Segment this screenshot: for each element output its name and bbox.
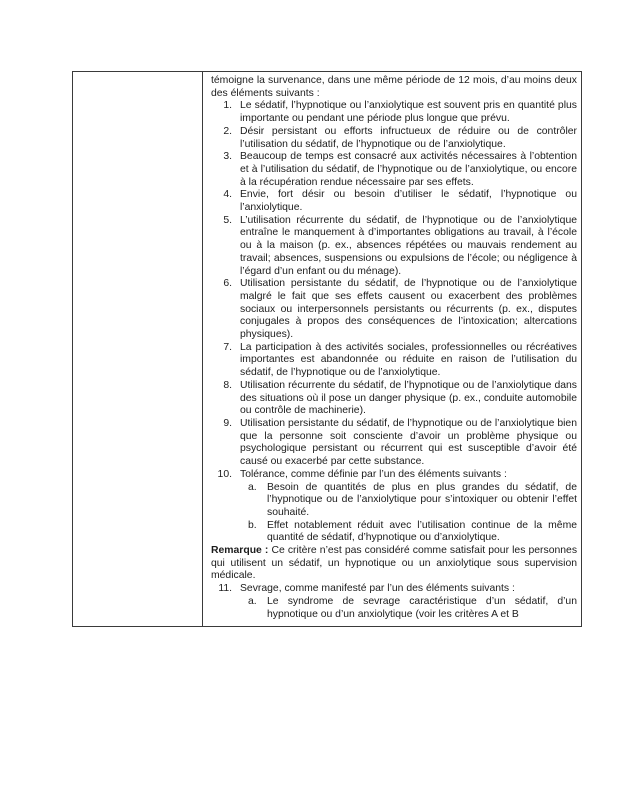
item-number: 3. xyxy=(223,151,232,163)
item-text: L’utilisation récurrente du sédatif, de l’hypnotique ou de l’anxiolytique entraîne le manquement à d’importantes obligations au travail, à l’école ou à la maison (p. ex., absences répétées ou mauvais rendement au travail; absences, suspensions ou expulsions de l’école; ou négligence à l’égard d’un enfant ou du ménage). xyxy=(240,214,577,277)
remark-label: Remarque : xyxy=(211,545,269,557)
intro-text: témoigne la survenance, dans une même période de 12 mois, d’au moins deux des éléments suivants : xyxy=(211,75,577,99)
item-number: 7. xyxy=(223,341,232,353)
item-text: Utilisation persistante du sédatif, de l’hypnotique ou de l’anxiolytique malgré le fait que ses effets causent ou exacerbent des problèmes sociaux ou interpersonnels persistants ou récurrents (p. ex., disputes conjugales à propos des conséquences de l’intoxication; altercations physiques). xyxy=(240,278,577,341)
sub-item-text: Effet notablement réduit avec l’utilisation continue de la même quantité de sédatif, d’hypnotique ou d’anxiolytique. xyxy=(267,519,577,544)
item-text: Tolérance, comme définie par l’un des éléments suivants : xyxy=(240,468,507,480)
list-item-11 xyxy=(211,583,577,596)
item-text: Utilisation persistante du sédatif, de l’hypnotique ou de l’anxiolytique bien que la personne soit consciente d’avoir un problème physique ou psychologique persistant ou récurrent qui est susceptible d’avoir été causé ou exacerbé par cette substance. xyxy=(240,417,577,468)
item-text: Beaucoup de temps est consacré aux activités nécessaires à l’obtention et à l’utilisation du sédatif, de l’hypnotique ou de l’anxiolytique, ou encore à la récupération rendue nécessaire par ses effets. xyxy=(240,151,577,188)
item-number: 5. xyxy=(223,214,232,226)
item-text: Utilisation récurrente du sédatif, de l’hypnotique ou de l’anxiolytique dans des situations où il pose un danger physique (p. ex., conduite automobile ou contrôle de machinerie). xyxy=(240,379,577,417)
list-item-4 xyxy=(211,189,577,214)
item-text: Sevrage, comme manifesté par l’un des éléments suivants : xyxy=(240,583,515,595)
sub-item-text: Besoin de quantités de plus en plus grandes du sédatif, de l’hypnotique ou de l’anxiolytique pour s’intoxiquer ou obtenir l’effet souhaité. xyxy=(267,481,577,518)
sub-item-11a xyxy=(211,596,577,621)
remark-paragraph xyxy=(211,545,577,583)
list-item-10 xyxy=(211,469,577,482)
item-number: 9. xyxy=(223,417,232,429)
criteria-cell xyxy=(203,72,581,626)
item-text: Désir persistant ou efforts infructueux de réduire ou de contrôler l’utilisation du sédatif, de l’hypnotique ou de l’anxiolytique. xyxy=(240,125,577,150)
list-item-3 xyxy=(211,151,577,189)
sub-item-letter: a. xyxy=(248,595,257,607)
item-number: 1. xyxy=(223,100,232,112)
list-item-5 xyxy=(211,215,577,279)
list-item-7 xyxy=(211,342,577,380)
item-number: 10. xyxy=(217,468,232,480)
item-number: 11. xyxy=(218,583,232,595)
left-empty-cell xyxy=(73,72,203,626)
list-item-6 xyxy=(211,278,577,342)
list-item-8 xyxy=(211,380,577,418)
list-item-2 xyxy=(211,126,577,151)
list-item-9 xyxy=(211,418,577,469)
sub-item-text: Le syndrome de sevrage caractéristique d’un sédatif, d’un hypnotique ou d’un anxiolytique (voir les critères A et B xyxy=(267,595,577,620)
item-text: La participation à des activités sociales, professionnelles ou récréatives importantes est abandonnée ou réduite en raison de l’utilisation du sédatif, de l’hypnotique ou de l’anxiolytique. xyxy=(240,341,577,379)
item-number: 2. xyxy=(223,125,232,137)
item-text: Le sédatif, l’hypnotique ou l’anxiolytique est souvent pris en quantité plus importante ou pendant une période plus longue que prévu. xyxy=(240,100,577,125)
sub-item-letter: b. xyxy=(248,519,257,531)
item-number: 6. xyxy=(223,278,232,290)
remark-text: Ce critère n’est pas considéré comme satisfait pour les personnes qui utilisent un sédatif, un hypnotique ou un anxiolytique sous supervision médicale. xyxy=(211,545,578,582)
criteria-table xyxy=(72,71,582,627)
item-number: 4. xyxy=(223,189,232,201)
item-text: Envie, fort désir ou besoin d’utiliser le sédatif, l’hypnotique ou l’anxiolytique. xyxy=(240,189,577,214)
sub-item-letter: a. xyxy=(248,481,257,493)
item-number: 8. xyxy=(223,379,232,391)
sub-item-10a xyxy=(211,482,577,520)
list-item-1 xyxy=(211,100,577,125)
sub-item-10b xyxy=(211,520,577,545)
